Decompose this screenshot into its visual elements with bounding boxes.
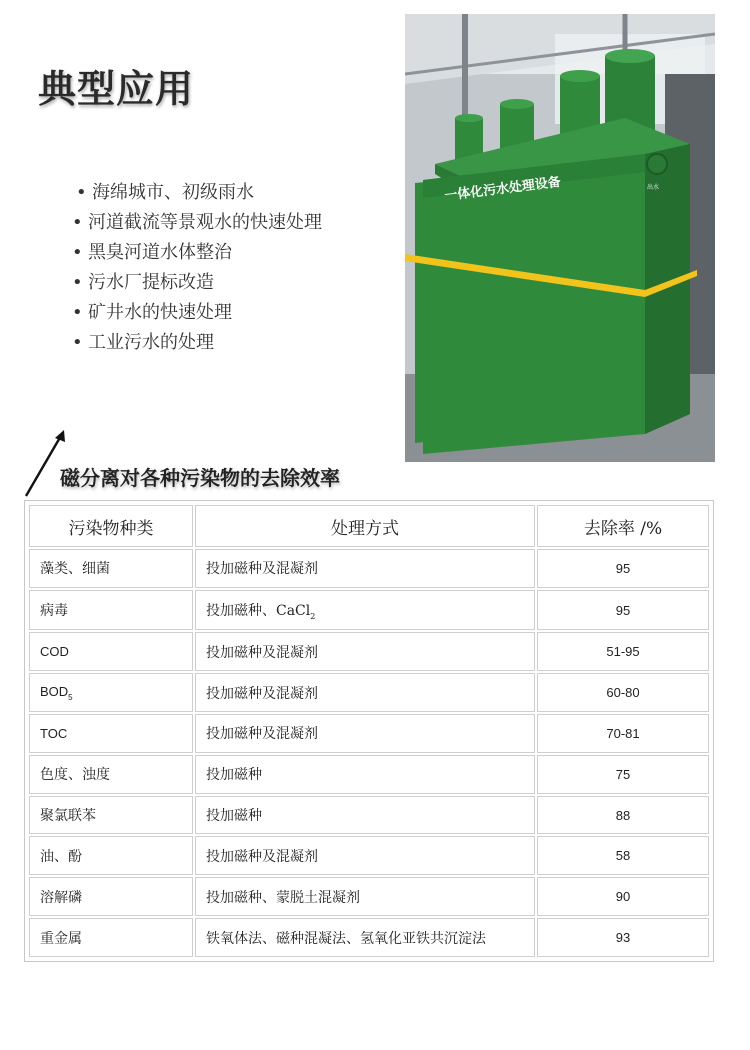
application-list	[72, 178, 322, 358]
cell-rate: 70-81	[537, 714, 709, 753]
cell-pollutant: 溶解磷	[29, 877, 193, 916]
cell-rate: 90	[537, 877, 709, 916]
cell-pollutant: 色度、浊度	[29, 755, 193, 794]
cell-rate: 58	[537, 836, 709, 875]
application-item: • 矿井水的快速处理	[72, 298, 322, 328]
table-title: 磁分离对各种污染物的去除效率	[60, 466, 340, 490]
cell-pollutant: 病毒	[29, 590, 193, 631]
cell-rate: 51-95	[537, 632, 709, 671]
header-method: 处理方式	[195, 505, 535, 547]
cell-pollutant: 藻类、细菌	[29, 549, 193, 588]
table-row	[29, 918, 709, 957]
cell-rate: 93	[537, 918, 709, 957]
tank-small-label: 出水	[647, 184, 660, 191]
table-row	[29, 590, 709, 631]
cell-method: 投加磁种及混凝剂	[195, 836, 535, 875]
cell-method: 投加磁种、CaCl$_2$	[195, 590, 535, 631]
cell-method: 投加磁种及混凝剂	[195, 549, 535, 588]
table-row	[29, 673, 709, 712]
header-rate: 去除率 /%	[537, 505, 709, 547]
cell-pollutant: $BOD_5$	[29, 673, 193, 712]
cell-method: 投加磁种	[195, 755, 535, 794]
cell-pollutant: TOC	[29, 714, 193, 753]
equipment-photo	[405, 14, 715, 462]
cell-rate: 95	[537, 549, 709, 588]
cell-method: 铁氧体法、磁种混凝法、氢氧化亚铁共沉淀法	[195, 918, 535, 957]
removal-efficiency-table	[24, 500, 714, 962]
cell-rate: 88	[537, 796, 709, 835]
application-item: • 黑臭河道水体整治	[72, 238, 322, 268]
application-item: • 海绵城市、初级雨水	[76, 178, 322, 208]
page-title: 典型应用	[38, 66, 195, 111]
table-row	[29, 755, 709, 794]
table-row	[29, 796, 709, 835]
tank-label: 一体化污水处理设备	[443, 174, 562, 204]
application-item: • 河道截流等景观水的快速处理	[72, 208, 322, 238]
cell-pollutant: COD	[29, 632, 193, 671]
table-header-row	[29, 505, 709, 547]
table-row	[29, 632, 709, 671]
cell-method: 投加磁种及混凝剂	[195, 673, 535, 712]
cell-rate: 75	[537, 755, 709, 794]
table-row	[29, 836, 709, 875]
table-row	[29, 877, 709, 916]
header-pollutant: 污染物种类	[29, 505, 193, 547]
cell-pollutant: 重金属	[29, 918, 193, 957]
application-item: • 工业污水的处理	[72, 328, 322, 358]
application-item: • 污水厂提标改造	[72, 268, 322, 298]
table-row	[29, 549, 709, 588]
cell-rate: 60-80	[537, 673, 709, 712]
cell-method: 投加磁种及混凝剂	[195, 632, 535, 671]
cell-method: 投加磁种及混凝剂	[195, 714, 535, 753]
cell-rate: 95	[537, 590, 709, 631]
cell-method: 投加磁种、蒙脱土混凝剂	[195, 877, 535, 916]
cell-pollutant: 聚氯联苯	[29, 796, 193, 835]
cell-method: 投加磁种	[195, 796, 535, 835]
cell-pollutant: 油、酚	[29, 836, 193, 875]
table-row	[29, 714, 709, 753]
